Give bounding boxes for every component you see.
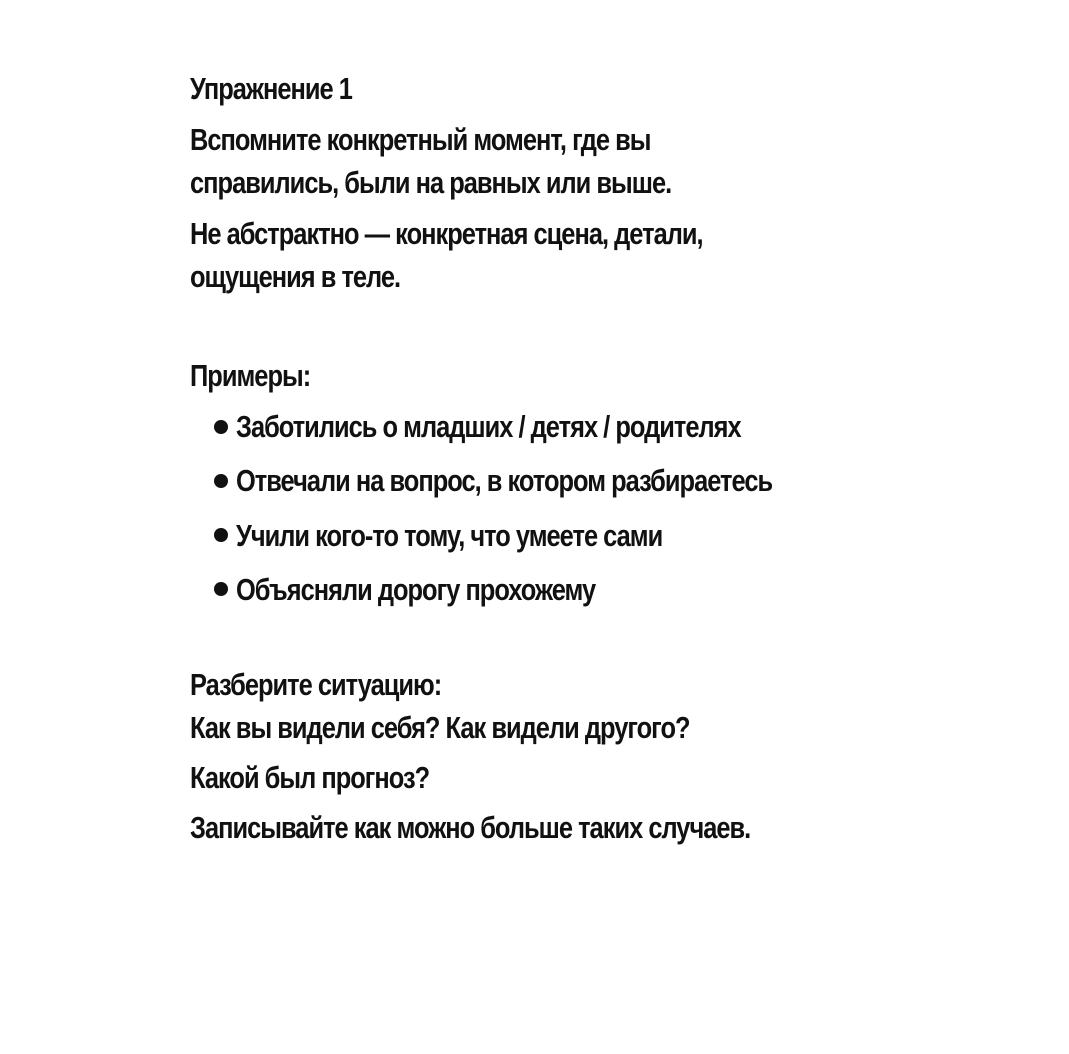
bullet-icon: [214, 582, 228, 596]
example-text: Отвечали на вопрос, в котором разбираетесь: [236, 463, 773, 499]
exercise-title: Упражнение 1: [190, 71, 352, 106]
instruction-line: справились, были на равных или выше.: [190, 165, 672, 201]
analysis-line: Как вы видели себя? Как видели другого?: [190, 710, 690, 746]
exercise-instructions: [190, 121, 1050, 295]
example-text: Объясняли дорогу прохожему: [236, 571, 596, 607]
bullet-icon: [214, 474, 228, 488]
analysis-line: Записывайте как можно больше таких случаев.: [190, 810, 751, 846]
bullet-icon: [214, 528, 228, 542]
instruction-line: Не абстрактно — конкретная сцена, детали,: [190, 215, 703, 251]
example-text: Учили кого-то тому, что умеете сами: [236, 517, 663, 553]
list-item: [214, 408, 1050, 445]
analysis-title: Разберите ситуацию:: [190, 666, 442, 702]
bullet-icon: [214, 420, 228, 434]
list-item: [214, 462, 1050, 499]
instruction-line: ощущения в теле.: [190, 258, 401, 294]
analysis-line: Какой был прогноз?: [190, 760, 430, 796]
list-item: [214, 517, 1050, 554]
analysis-section: [190, 666, 1050, 847]
examples-list: [190, 408, 1050, 608]
example-text: Заботились о младших / детях / родителях: [236, 409, 741, 445]
examples-title: Примеры:: [190, 357, 311, 393]
examples-section: [190, 357, 1050, 608]
instruction-line: Вспомните конкретный момент, где вы: [190, 122, 651, 158]
list-item: [214, 571, 1050, 608]
exercise-page: [190, 70, 1050, 847]
